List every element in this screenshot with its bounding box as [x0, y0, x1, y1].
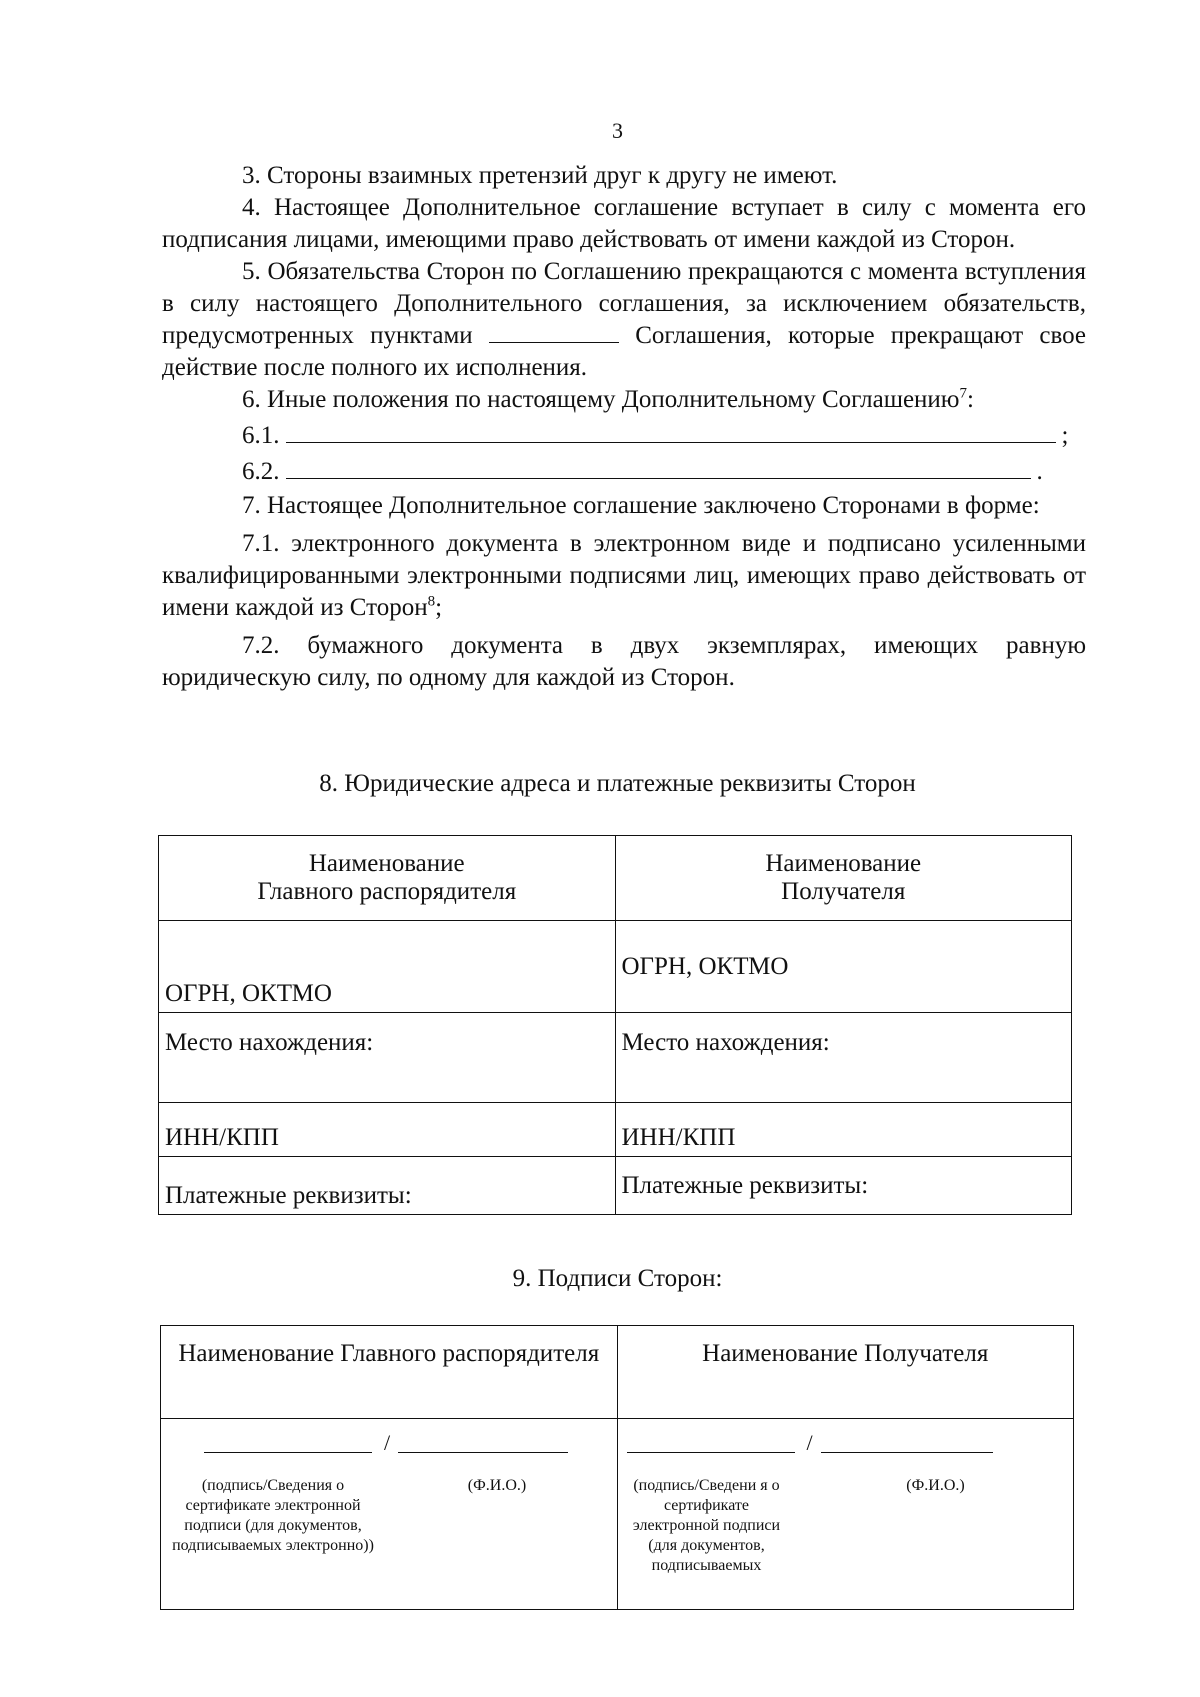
location-left: Место нахождения: — [159, 1013, 616, 1103]
clause-6 — [162, 384, 1086, 416]
requisites-head-left-line2: Главного распорядителя — [257, 878, 517, 905]
requisites-head-left — [159, 836, 616, 921]
clause-3: 3. Стороны взаимных претензий друг к другу не имеют. — [242, 162, 838, 189]
left-fio-caption: (Ф.И.О.) — [467, 1477, 527, 1494]
requisites-table — [158, 835, 1072, 1215]
clause-6-1-label: 6.1. — [242, 422, 280, 449]
signature-cell-right — [617, 1419, 1074, 1610]
section-9-title: 9. Подписи Сторон: — [512, 1265, 723, 1292]
inn-right: ИНН/КПП — [615, 1103, 1072, 1157]
clause-6-colon: : — [966, 386, 974, 413]
signature-head-right: Наименование Получателя — [617, 1326, 1074, 1419]
page-number: 3 — [612, 118, 623, 143]
signature-cell-left — [161, 1419, 618, 1610]
right-name-line — [821, 1438, 993, 1453]
clause-7-1-text: 7.1. электронного документа в электронном виде и подписано усиленными квалифицированными электронными подписями лиц, имеющих право действовать от имени каждой из Сторон — [162, 530, 1086, 621]
left-signature-line — [204, 1438, 372, 1453]
left-signature-caption: (подпись/Сведения о сертификате электронной подписи (для документов, подписываемых электронно)) — [172, 1477, 374, 1554]
left-name-line — [398, 1438, 568, 1453]
requisites-head-right-line2: Получателя — [781, 878, 906, 905]
section-8-title: 8. Юридические адреса и платежные реквизиты Сторон — [319, 770, 916, 797]
signatures-table — [160, 1325, 1074, 1610]
ogrn-right: ОГРН, ОКТМО — [615, 921, 1072, 1013]
clause-4: 4. Настоящее Дополнительное соглашение вступает в силу с момента его подписания лицами, имеющими право действовать от имени каждой из Сторон. — [162, 194, 1086, 253]
clause-6-1-blank — [286, 416, 1056, 443]
requisites-head-right-line1: Наименование — [765, 850, 922, 877]
requisites-head-right — [615, 836, 1072, 921]
clause-5 — [162, 256, 1086, 384]
right-signature-line — [627, 1438, 795, 1453]
footnote-7: 7 — [959, 385, 967, 402]
clause-6-2-label: 6.2. — [242, 458, 280, 485]
clause-5-text: 5. Обязательства Сторон по Соглашению прекращаются с момента вступления в силу настоящего Дополнительного соглашения, за исключением обязательств, предусмотренных пунктами — [162, 258, 1086, 349]
left-slash: / — [384, 1430, 391, 1455]
footnote-8: 8 — [427, 593, 436, 610]
clause-6-2-end: . — [1036, 458, 1043, 485]
clause-7: 7. Настоящее Дополнительное соглашение заключено Сторонами в форме: — [242, 492, 1040, 519]
payment-right: Платежные реквизиты: — [615, 1157, 1072, 1215]
right-fio-caption: (Ф.И.О.) — [906, 1477, 965, 1494]
clause-5-text-end: Соглашения, которые прекращают свое действие после полного их исполнения. — [162, 322, 1087, 381]
clause-6-text: 6. Иные положения по настоящему Дополнительному Соглашению — [242, 386, 960, 413]
clause-7-1 — [162, 528, 1086, 624]
ogrn-left: ОГРН, ОКТМО — [159, 921, 616, 1013]
clause-5-blank — [489, 320, 619, 343]
inn-left: ИНН/КПП — [159, 1103, 616, 1157]
clause-6-1 — [242, 416, 1086, 452]
agreement-body — [162, 160, 1086, 694]
location-right: Место нахождения: — [615, 1013, 1072, 1103]
payment-left: Платежные реквизиты: — [159, 1157, 616, 1215]
clause-6-2-blank — [286, 452, 1031, 479]
requisites-head-left-line1: Наименование — [308, 850, 465, 877]
clause-7-1-end: ; — [435, 594, 443, 621]
right-slash: / — [806, 1430, 813, 1455]
right-signature-caption: (подпись/Сведени я о сертификате электронной подписи (для документов, подписываемых — [632, 1477, 781, 1574]
clause-6-1-end: ; — [1061, 422, 1069, 449]
signature-head-left: Наименование Главного распорядителя — [161, 1326, 618, 1419]
clause-7-2: 7.2. бумажного документа в двух экземплярах, имеющих равную юридическую силу, по одному для каждой из Сторон. — [162, 632, 1086, 691]
clause-6-2 — [242, 452, 1086, 488]
